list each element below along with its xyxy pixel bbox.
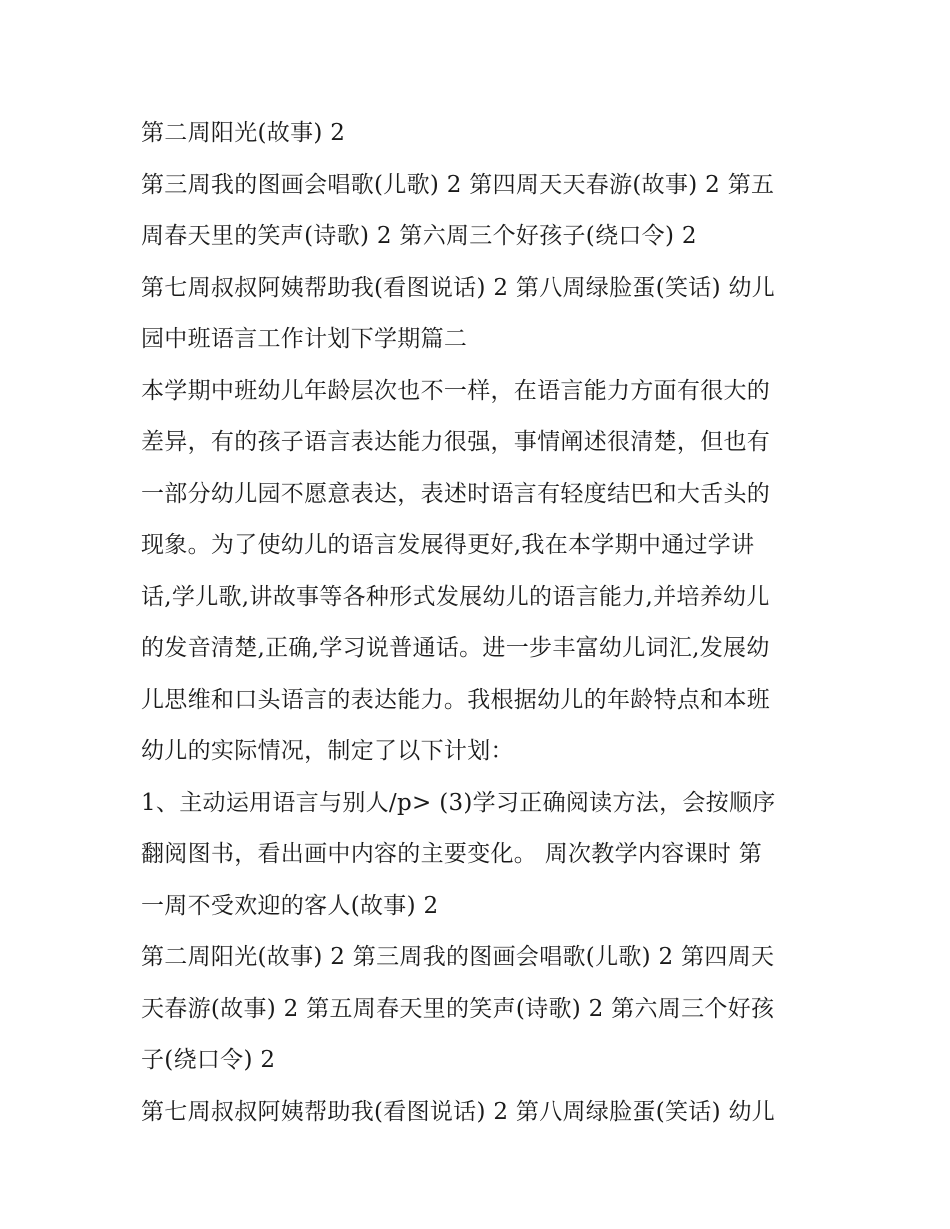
text-line: 子(绕口令) 2 [141,1047,276,1073]
text-line: 天春游(故事) 2 第五周春天里的笑声(诗歌) 2 第六周三个好孩 [141,995,775,1022]
text-line: 话,学儿歌,讲故事等各种形式发展幼儿的语言能力,并培养幼儿 [141,583,770,610]
text-line: 第七周叔叔阿姨帮助我(看图说话) 2 第八周绿脸蛋(笑话) 幼儿 [141,274,776,301]
text-line: 1、主动运用语言与别人/p> (3)学习正确阅读方法，会按顺序 [141,789,776,816]
text-line: 差异，有的孩子语言表达能力很强，事情阐述很清楚，但也有 [141,429,771,455]
text-line: 翻阅图书，看出画中内容的主要变化。 周次教学内容课时 第 [141,841,763,867]
text-line: 幼儿的实际情况，制定了以下计划： [141,738,514,764]
text-line: 本学期中班幼儿年龄层次也不一样，在语言能力方面有很大的 [141,377,771,404]
text-line: 园中班语言工作计划下学期篇二 [141,326,468,352]
text-line: 第二周阳光(故事) 2 [141,120,346,146]
text-line: 第二周阳光(故事) 2 第三周我的图画会唱歌(儿歌) 2 第四周天 [141,944,775,970]
text-line: 的发音清楚,正确,学习说普通话。进一步丰富幼儿词汇,发展幼 [141,635,770,661]
text-line: 儿思维和口头语言的表达能力。我根据幼儿的年龄特点和本班 [141,686,771,713]
text-line: 一周不受欢迎的客人(故事) 2 [141,892,439,919]
text-line: 第三周我的图画会唱歌(儿歌) 2 第四周天天春游(故事) 2 第五 [141,171,775,198]
text-line: 现象。为了使幼儿的语言发展得更好,我在本学期中通过学讲 [141,532,755,558]
document-body [141,108,821,1138]
text-line: 第七周叔叔阿姨帮助我(看图说话) 2 第八周绿脸蛋(笑话) 幼儿 [141,1098,776,1125]
text-line: 一部分幼儿园不愿意表达，表述时语言有轻度结巴和大舌头的 [141,480,771,507]
text-line: 周春天里的笑声(诗歌) 2 第六周三个好孩子(绕口令) 2 [141,223,697,249]
